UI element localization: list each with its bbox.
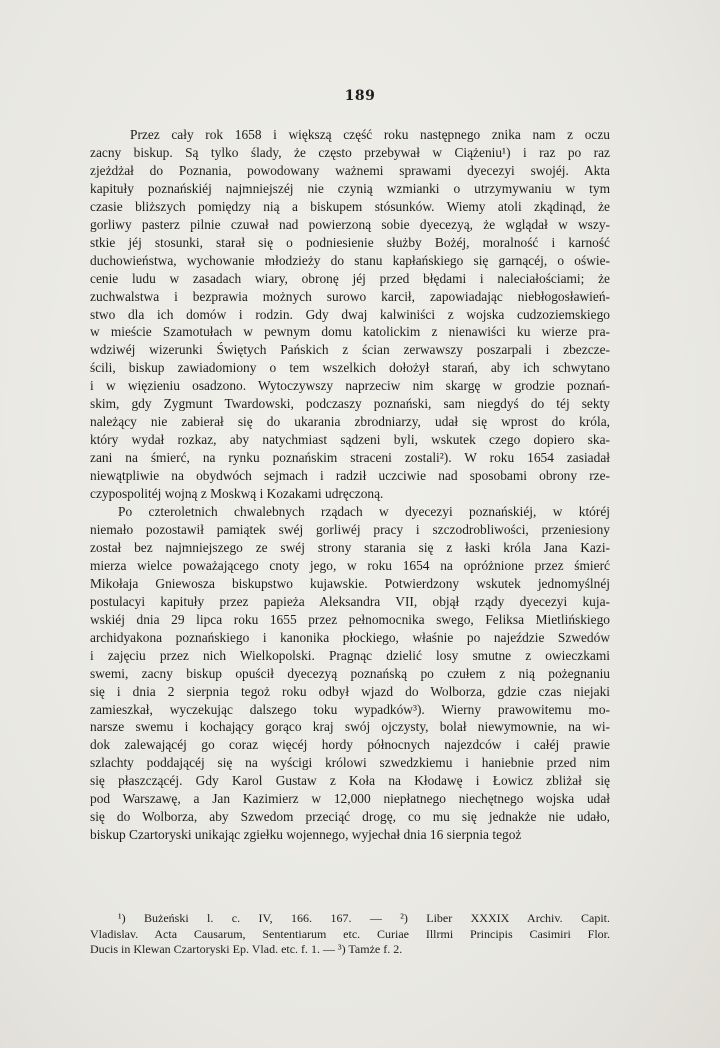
text-line: swemi, zacny biskup opuścił dyecezyą poznańską po czułem z nią pożegnaniu — [90, 665, 610, 681]
footnote-line: Ducis in Klewan Czartoryski Ep. Vlad. etc. f. 1. — ³) Tamże f. 2. — [90, 942, 403, 956]
text-line: czypospolitéj wojną z Moskwą i Kozakami udręczoną. — [90, 486, 384, 502]
text-line: postulacyi kapituły przez papieża Aleksandra VII, objął rządy dyecezyi kuja- — [90, 593, 610, 609]
text-line: Mikołaja Gniewosza biskupstwo kujawskie. Potwierdzony wskutek jednomyślnéj — [90, 575, 610, 591]
text-line: został bez najmniejszego ze swéj strony starania się z łaski króla Jana Kazi- — [90, 539, 610, 555]
text-line: zacny biskup. Są tylko ślady, że często przebywał w Ciążeniu¹) i raz po raz — [90, 144, 610, 160]
text-line: zjeżdżał do Poznania, powodowany ważnemi sprawami dyecezyi swojéj. Akta — [90, 162, 610, 178]
text-line: się płaszczącéj. Gdy Karol Gustaw z Koła na Kłodawę i Łowicz zbliżał się — [90, 773, 610, 789]
text-line: zani na śmierć, na rynku poznańskim straceni zostali²). W roku 1654 zasiadał — [90, 450, 610, 466]
text-line: dok zalewającéj go coraz więcéj hordy północnych najezdców i całéj prawie — [90, 737, 610, 753]
text-line: biskup Czartoryski unikając zgiełku wojennego, wyjechał dnia 16 sierpnia tegoż — [90, 827, 522, 843]
text-line: i zajęciu przez nich Wielkopolski. Pragnąc dzielić losy smutne z owieczkami — [90, 647, 610, 663]
text-line: wdziwéj wizerunki Świętych Pańskich z ścian zerwawszy poszarpali i zbezcze- — [90, 342, 610, 358]
paragraph-1 — [90, 126, 610, 503]
footnote-line: ¹) Bużeński l. c. IV, 166. 167. — ²) Liber XXXIX Archiv. Capit. — [118, 911, 610, 925]
text-line: niemało pozostawił pamiątek swéj gorliwéj pracy i szczodrobliwości, przeniesiony — [90, 521, 610, 537]
text-line: niewątpliwie na obydwóch sejmach i radził uczciwie nad sposobami obrony rze- — [90, 468, 610, 484]
text-line: archidyakona poznańskiego i kanonika płockiego, właśnie po najeździe Szwedów — [90, 629, 610, 645]
footnote-line: Vladislav. Acta Causarum, Sententiarum etc. Curiae Illrmi Principis Casimiri Flor. — [90, 926, 610, 941]
text-line: który wydał rozkaz, aby natychmiast sądzeni byli, wskutek czego dopiero ska- — [90, 432, 610, 448]
text-line: ścili, biskup zawiadomiony o tem wszelkich dołożył starań, aby ich schwytano — [90, 360, 610, 376]
body-text — [90, 126, 610, 844]
text-line: w mieście Szamotułach w pewnym domu katolickim z nienawiści ku wierze pra- — [90, 324, 610, 340]
text-line: się do Wolborza, aby Szwedom przeciąć drogę, co mu się jednakże nie udało, — [90, 809, 610, 825]
text-line: zuchwalstwa i bezprawia możnych surowo karcił, zapowiadając niebłogosławień- — [90, 288, 610, 304]
text-line: stwo dla ich domów i rodzin. Gdy dwaj kalwiniści z wojska cudzoziemskiego — [90, 306, 610, 322]
text-line: duchowieństwa, wychowanie młodzieży do stanu kapłańskiego się garnącéj, o oświe- — [90, 252, 610, 268]
text-line: mierza wielce poważającego cnoty jego, w roku 1654 na opróżnione przez śmierć — [90, 557, 610, 573]
text-line: pod Warszawę, a Jan Kazimierz w 12,000 niepłatnego niechętnego wojska udał — [90, 791, 610, 807]
text-line: narsze swemu i kochający gorąco kraj swój ojczysty, bolał niewymownie, na wi- — [90, 719, 610, 735]
text-line: czasie bliższych pomiędzy nią a biskupem stósunków. Wiemy atoli zkądinąd, że — [90, 198, 610, 214]
text-line: się i dnia 2 sierpnia tegoż roku odbył wjazd do Wolborza, gdzie czas niejaki — [90, 683, 610, 699]
text-line: stkie jéj stosunki, starał się o podniesienie służby Bożéj, moralność i karność — [90, 234, 610, 250]
text-line: skim, gdy Zygmunt Twardowski, podczaszy poznański, sam niegdyś do téj sekty — [90, 396, 610, 412]
text-line: cenie ludu w zasadach wiary, obronę jéj przed błędami i naleciałościami; że — [90, 270, 610, 286]
text-line: należący nie zabierał się do ukarania zbrodniarzy, udał się wprost do króla, — [90, 414, 610, 430]
text-line: wskiéj dnia 29 lipca roku 1655 przez pełnomocnika swego, Feliksa Mietlińskiego — [90, 611, 610, 627]
paragraph-2 — [90, 503, 610, 844]
text-line: szlachty poddającéj się na wyścigi królowi szwedzkiemu i haniebnie przed nim — [90, 755, 610, 771]
text-line: Po czteroletnich chwalebnych rządach w dyecezyi poznańskiéj, w któréj — [118, 504, 610, 520]
text-line: kapituły poznańskiéj najmniejszéj nie czynią wzmianki o utrzymywaniu w tym — [90, 180, 610, 196]
text-line: zamieszkał, wyczekując dalszego toku wypadków³). Wierny prawowitemu mo- — [90, 701, 610, 717]
page-number: 189 — [344, 88, 376, 104]
text-line: Przez cały rok 1658 i większą część roku następnego znika nam z oczu — [130, 127, 610, 142]
text-line: gorliwy pasterz pilnie czuwał nad powierzoną sobie dyecezyą, że wglądał w wszy- — [90, 216, 610, 232]
footnotes — [90, 911, 610, 958]
text-line: i w więzieniu osadzono. Wytoczywszy naprzeciw nim skargę w grodzie poznań- — [90, 378, 610, 394]
